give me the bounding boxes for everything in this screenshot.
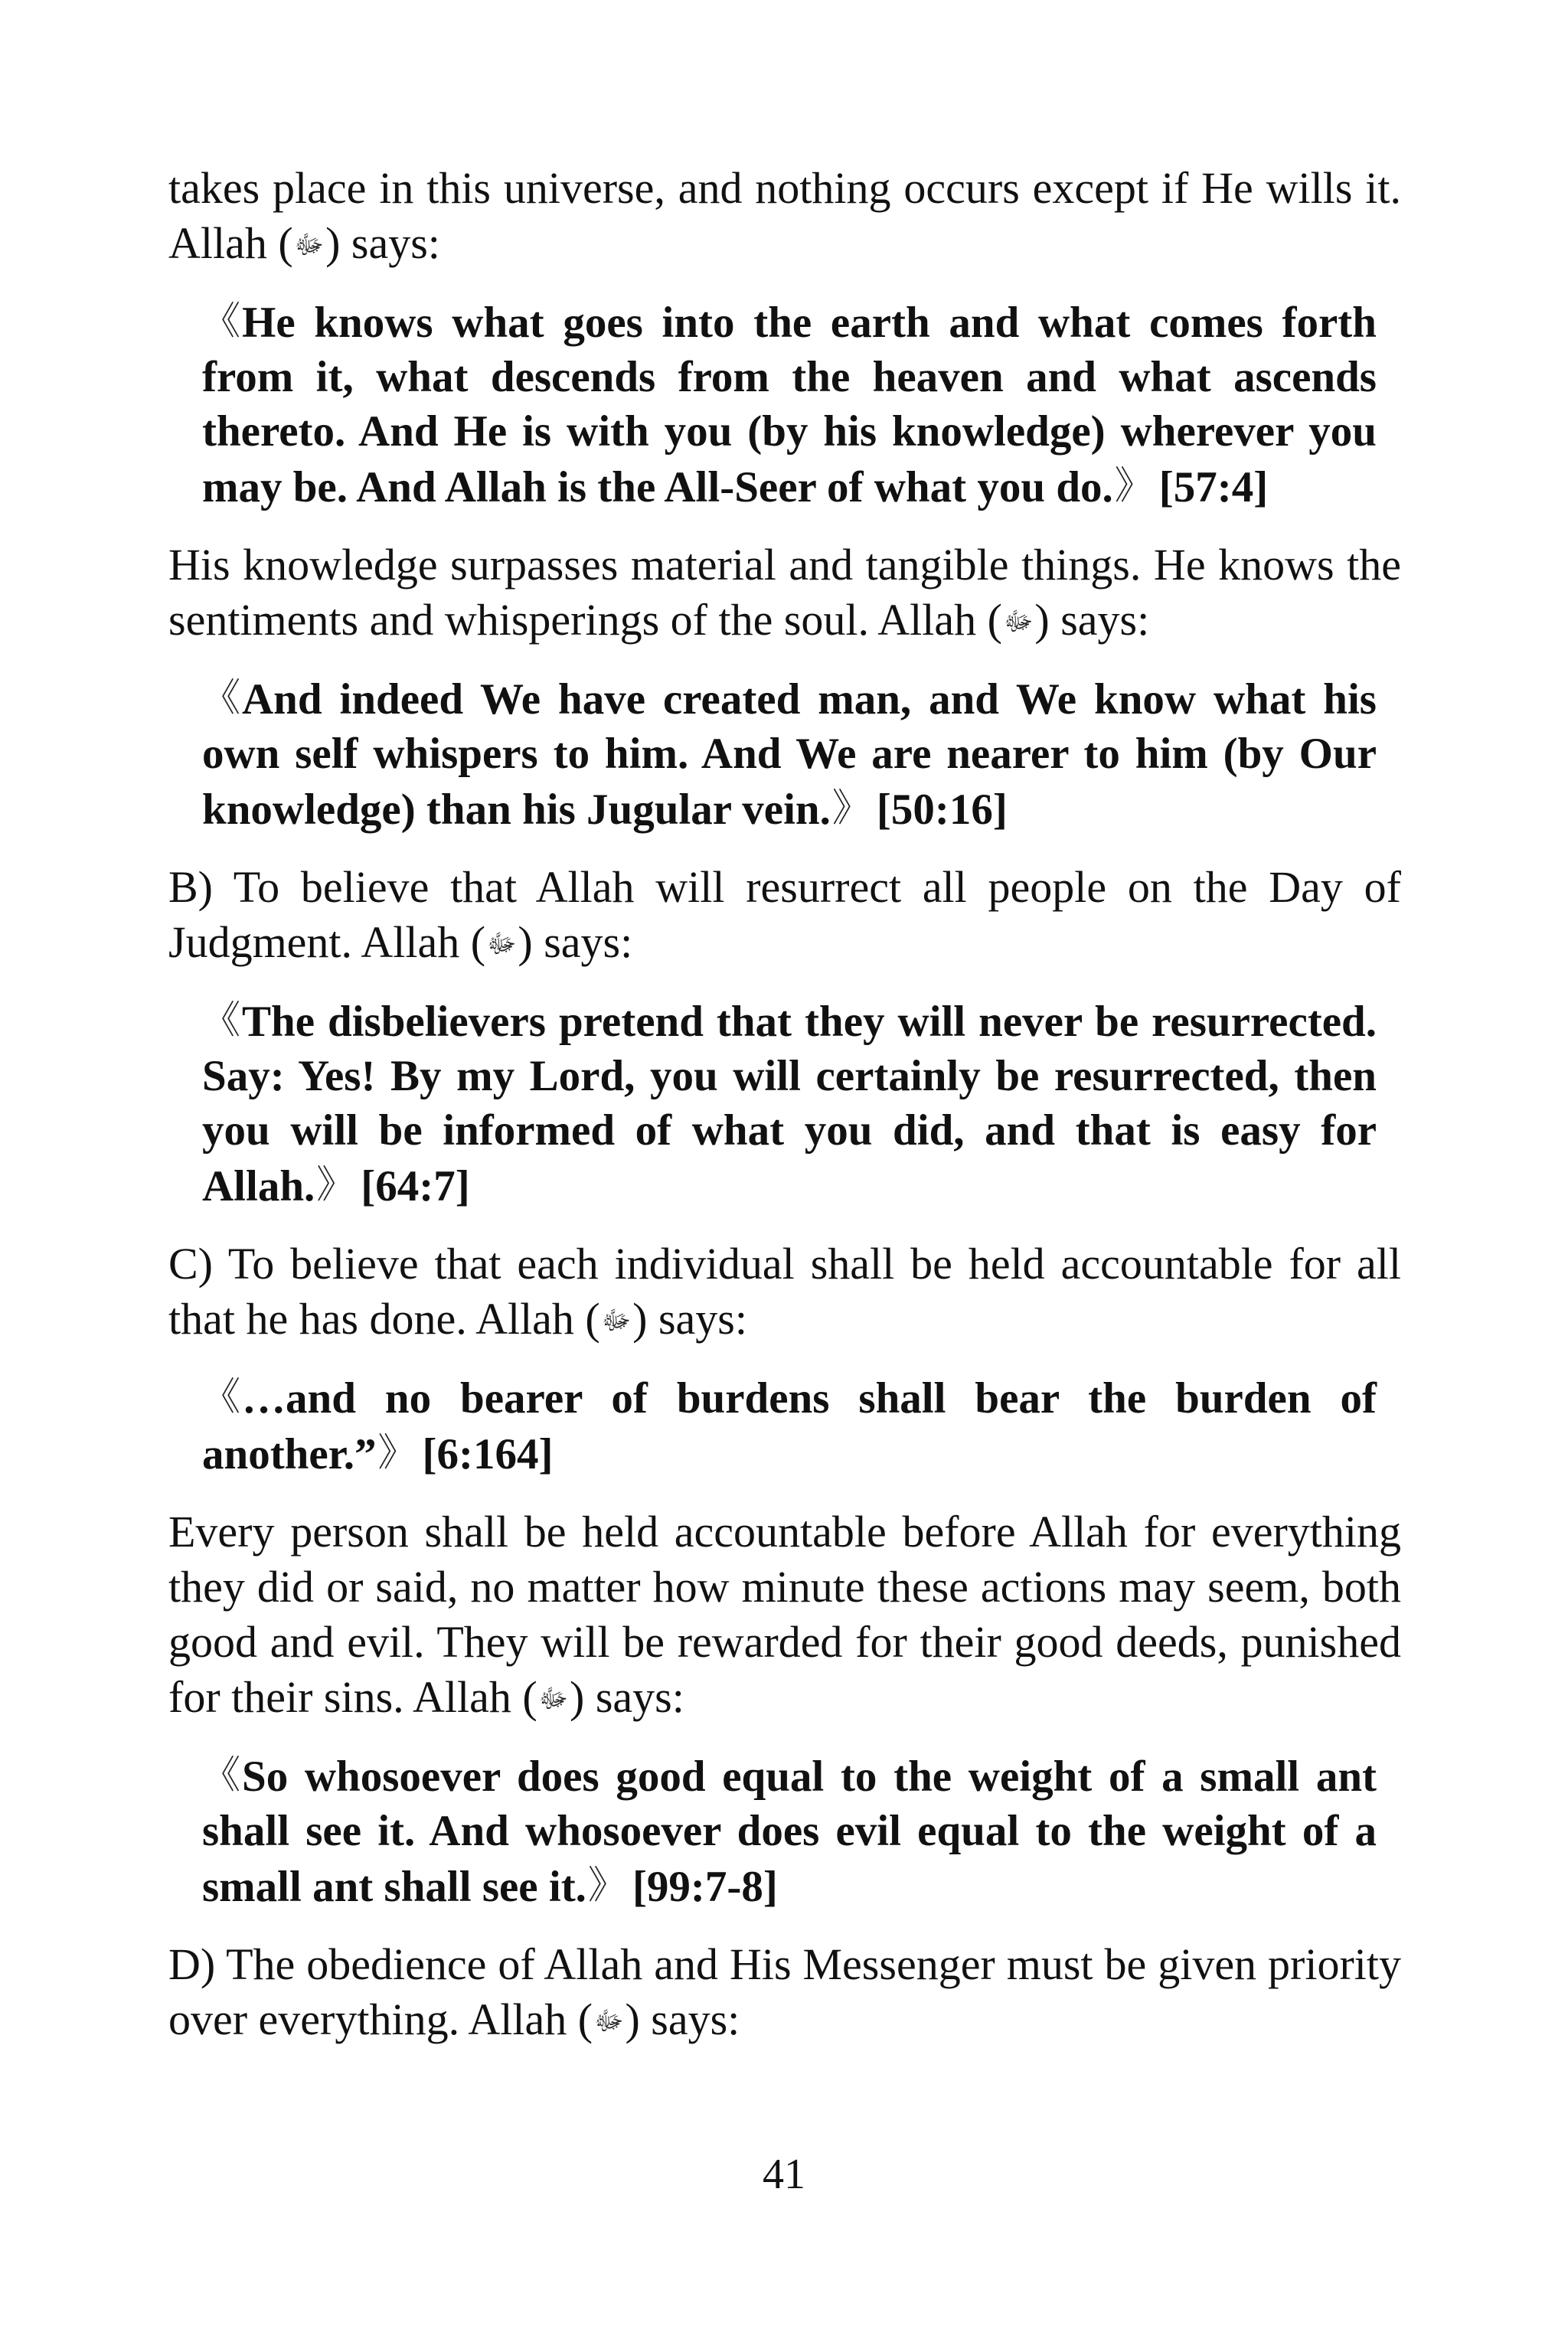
verse-reference: [50:16]	[876, 786, 1008, 834]
honorific-glyph: ﷻ	[1003, 608, 1034, 636]
body-paragraph	[168, 860, 1401, 970]
paragraph-text: ) says:	[325, 218, 440, 268]
quote-text: …and no bearer of burdens shall bear the burden of another.”	[202, 1374, 1377, 1478]
quran-quote	[202, 671, 1377, 837]
paragraph-text: His knowledge surpasses material and tangible things. He knows the sentiments and whisperings of the soul. Allah (	[168, 540, 1401, 645]
close-quote-ornament: 》	[1114, 464, 1153, 507]
paragraph-text: ) says:	[625, 1994, 740, 2044]
honorific-glyph: ﷻ	[487, 930, 517, 959]
open-quote-ornament: 《	[202, 676, 240, 719]
open-quote-ornament: 《	[202, 1375, 240, 1418]
open-quote-ornament: 《	[202, 998, 240, 1041]
open-quote-ornament: 《	[202, 299, 240, 342]
paragraph-text: C) To believe that each individual shall be held accountable for all that he has done. Allah (	[168, 1239, 1401, 1344]
verse-reference: [57:4]	[1158, 463, 1269, 511]
verse-reference: [64:7]	[361, 1162, 470, 1210]
body-paragraph	[168, 1236, 1401, 1347]
body-paragraph	[168, 1937, 1401, 2047]
quote-text: He knows what goes into the earth and what comes forth from it, what descends from the heaven and what ascends thereto. And He is with you (by his knowledge) wherever you may be. And Allah is the All-Seer of what you do.	[202, 299, 1377, 511]
quran-quote	[202, 1370, 1377, 1481]
close-quote-ornament: 》	[831, 786, 871, 829]
book-page	[168, 161, 1401, 2228]
honorific-glyph: ﷻ	[594, 2007, 624, 2036]
paragraph-text: Every person shall be held accountable before Allah for everything they did or said, no matter how minute these actions may seem, both good and evil. They will be rewarded for their good deeds, punished for their sins. Allah (	[168, 1507, 1401, 1722]
verse-reference: [6:164]	[422, 1430, 554, 1478]
quran-quote	[202, 993, 1377, 1214]
paragraph-text: ) says:	[518, 917, 633, 967]
body-paragraph	[168, 537, 1401, 648]
paragraph-text: ) says:	[570, 1672, 684, 1722]
body-paragraph	[168, 161, 1401, 271]
paragraph-text: ) says:	[1034, 595, 1150, 645]
verse-reference: [99:7-8]	[632, 1863, 778, 1911]
quran-quote	[202, 294, 1377, 514]
page-number: 41	[763, 2151, 805, 2198]
quote-text: So whosoever does good equal to the weight of a small ant shall see it. And whosoever does evil equal to the weight of a small ant shall see it.	[202, 1753, 1377, 1911]
close-quote-ornament: 》	[587, 1864, 626, 1906]
quote-text: The disbelievers pretend that they will never be resurrected. Say: Yes! By my Lord, you will certainly be resurrected, then you will be informed of what you did, and that is easy for Allah.	[202, 998, 1377, 1210]
quran-quote	[202, 1748, 1377, 1914]
honorific-glyph: ﷻ	[601, 1307, 632, 1335]
paragraph-text: ) says:	[632, 1294, 747, 1344]
close-quote-ornament: 》	[377, 1431, 416, 1474]
open-quote-ornament: 《	[202, 1753, 240, 1796]
quote-text: And indeed We have created man, and We know what his own self whispers to him. And We are nearer to him (by Our knowledge) than his Jugular vein.	[202, 675, 1377, 834]
body-paragraph	[168, 1504, 1401, 1725]
honorific-glyph: ﷻ	[294, 231, 325, 260]
close-quote-ornament: 》	[316, 1163, 355, 1206]
paragraph-text: takes place in this universe, and nothing occurs except if He wills it. Allah (	[168, 163, 1401, 268]
honorific-glyph: ﷻ	[538, 1685, 569, 1713]
paragraph-text: B) To believe that Allah will resurrect all people on the Day of Judgment. Allah (	[168, 862, 1401, 967]
paragraph-text: D) The obedience of Allah and His Messenger must be given priority over everything. Allah (	[168, 1939, 1401, 2044]
